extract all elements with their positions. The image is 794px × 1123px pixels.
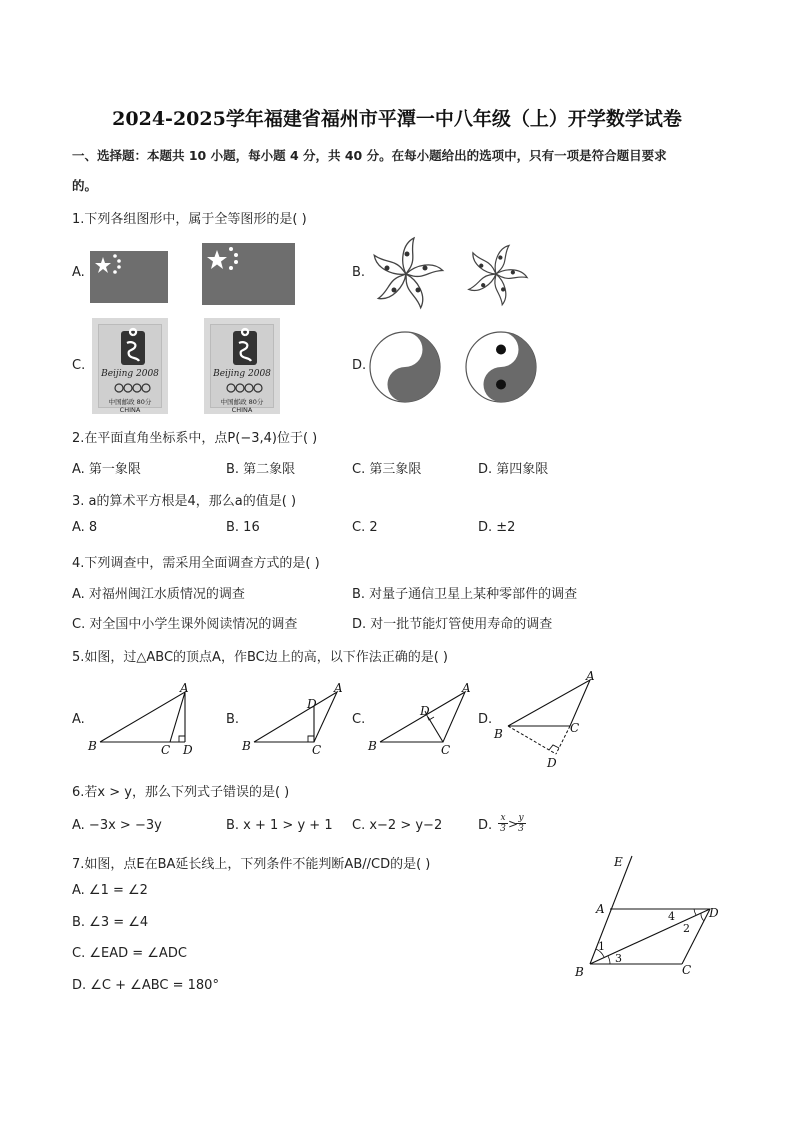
bauhinia-small: [461, 238, 533, 309]
q2-option-d: D. 第四象限: [478, 462, 549, 477]
q6-fraction-gt: >: [508, 817, 519, 831]
svg-text:E: E: [614, 855, 623, 869]
bauhinia-large: [371, 238, 443, 308]
q2-option-c: C. 第三象限: [352, 462, 422, 477]
q1-taiji-figure: [368, 330, 538, 404]
svg-text:3: 3: [615, 952, 622, 965]
svg-text:2: 2: [683, 922, 690, 935]
svg-text:C: C: [570, 721, 580, 735]
section-heading-line2: 的。: [72, 178, 98, 193]
stamp-right-bottom: 中国邮政 80分 CHINA: [220, 398, 264, 414]
q1-label-a: A.: [72, 265, 85, 280]
q1-label-d: D.: [352, 358, 367, 373]
q5-label-b: B.: [226, 712, 240, 727]
q3-option-c: C. 2: [352, 520, 378, 535]
q6-option-d: D.: [478, 818, 493, 833]
q2-option-a: A. 第一象限: [72, 462, 141, 477]
svg-text:A: A: [462, 681, 471, 695]
q6-fraction-y: y 3: [516, 813, 526, 834]
q6-option-b: B. x + 1 > y + 1: [226, 818, 333, 833]
svg-text:1: 1: [598, 940, 605, 953]
svg-text:A: A: [596, 902, 605, 916]
q5-figure-c: [368, 682, 478, 758]
olympic-rings-icon: [225, 383, 265, 395]
svg-text:C: C: [441, 743, 451, 757]
q7-option-c: C. ∠EAD = ∠ADC: [72, 946, 187, 961]
svg-text:D: D: [547, 756, 557, 770]
q1-bauhinia-figure: [368, 236, 553, 312]
q5-label-d: D.: [478, 712, 493, 727]
q4-option-d: D. 对一批节能灯管使用寿命的调查: [352, 617, 553, 632]
svg-text:D: D: [307, 697, 317, 711]
q1-label-c: C.: [72, 358, 86, 373]
q2-option-b: B. 第二象限: [226, 462, 296, 477]
olympic-emblem-icon: [233, 331, 257, 367]
q6-fraction-x: x 3: [498, 813, 508, 834]
q3-stem: 3. a的算术平方根是4，那么a的值是( ): [72, 494, 297, 509]
q7-figure: [570, 852, 730, 982]
q4-option-a: A. 对福州闽江水质情况的调查: [72, 587, 245, 602]
svg-text:B: B: [494, 727, 503, 741]
q7-stem: 7.如图，点E在BA延长线上，下列条件不能判断AB//CD的是( ): [72, 857, 431, 872]
q3-option-a: A. 8: [72, 520, 98, 535]
svg-text:A: A: [334, 681, 343, 695]
svg-text:D: D: [709, 906, 719, 920]
q7-option-d: D. ∠C + ∠ABC = 180°: [72, 978, 219, 993]
q6-option-a: A. −3x > −3y: [72, 818, 162, 833]
olympic-rings-icon: [113, 383, 153, 395]
q5-label-c: C.: [352, 712, 366, 727]
q1-stem: 1.下列各组图形中，属于全等图形的是( ): [72, 212, 307, 227]
svg-text:A: A: [586, 669, 595, 683]
q4-stem: 4.下列调查中，需采用全面调查方式的是( ): [72, 556, 320, 571]
stamp-right-text: Beijing 2008: [213, 369, 271, 379]
taiji-left: [370, 332, 440, 402]
olympic-emblem-icon: [121, 331, 145, 367]
q5-figure-a: [88, 682, 198, 758]
q4-option-c: C. 对全国中小学生课外阅读情况的调查: [72, 617, 298, 632]
stamp-right: [204, 318, 280, 414]
q6-stem: 6.若x > y，那么下列式子错误的是( ): [72, 785, 290, 800]
svg-text:D: D: [183, 743, 193, 757]
q5-figure-b: [242, 682, 352, 758]
flag-small: [90, 251, 168, 303]
stamp-left-bottom: 中国邮政 80分 CHINA: [108, 398, 152, 414]
q1-flags-figure: [90, 243, 300, 305]
q5-label-a: A.: [72, 712, 85, 727]
q5-stem: 5.如图，过△ABC的顶点A，作BC边上的高，以下作法正确的是( ): [72, 650, 448, 665]
q6-option-c: C. x−2 > y−2: [352, 818, 443, 833]
svg-text:C: C: [161, 743, 171, 757]
flag-large: [202, 243, 295, 305]
svg-text:C: C: [312, 743, 322, 757]
taiji-right: [466, 332, 536, 402]
q5-figure-d: [492, 669, 602, 772]
svg-text:4: 4: [668, 910, 675, 923]
svg-text:B: B: [575, 965, 584, 979]
q4-option-b: B. 对量子通信卫星上某种零部件的调查: [352, 587, 578, 602]
svg-text:B: B: [242, 739, 251, 753]
q7-option-a: A. ∠1 = ∠2: [72, 883, 148, 898]
q7-option-b: B. ∠3 = ∠4: [72, 915, 149, 930]
svg-text:A: A: [180, 681, 189, 695]
q3-option-d: D. ±2: [478, 520, 516, 535]
stamp-left-text: Beijing 2008: [101, 369, 159, 379]
stamp-left: [92, 318, 168, 414]
section-heading-line1: 一、选择题：本题共 10 小题，每小题 4 分，共 40 分。在每小题给出的选项中，只有一项是符合题目要求: [72, 148, 667, 163]
q1-label-b: B.: [352, 265, 366, 280]
q2-stem: 2.在平面直角坐标系中，点P(−3,4)位于( ): [72, 431, 318, 446]
svg-text:B: B: [368, 739, 377, 753]
svg-text:B: B: [88, 739, 97, 753]
q3-option-b: B. 16: [226, 520, 260, 535]
svg-text:C: C: [682, 963, 692, 977]
svg-text:D: D: [420, 704, 430, 718]
page-title: 2024-2025学年福建省福州市平潭一中八年级（上）开学数学试卷: [112, 108, 682, 130]
